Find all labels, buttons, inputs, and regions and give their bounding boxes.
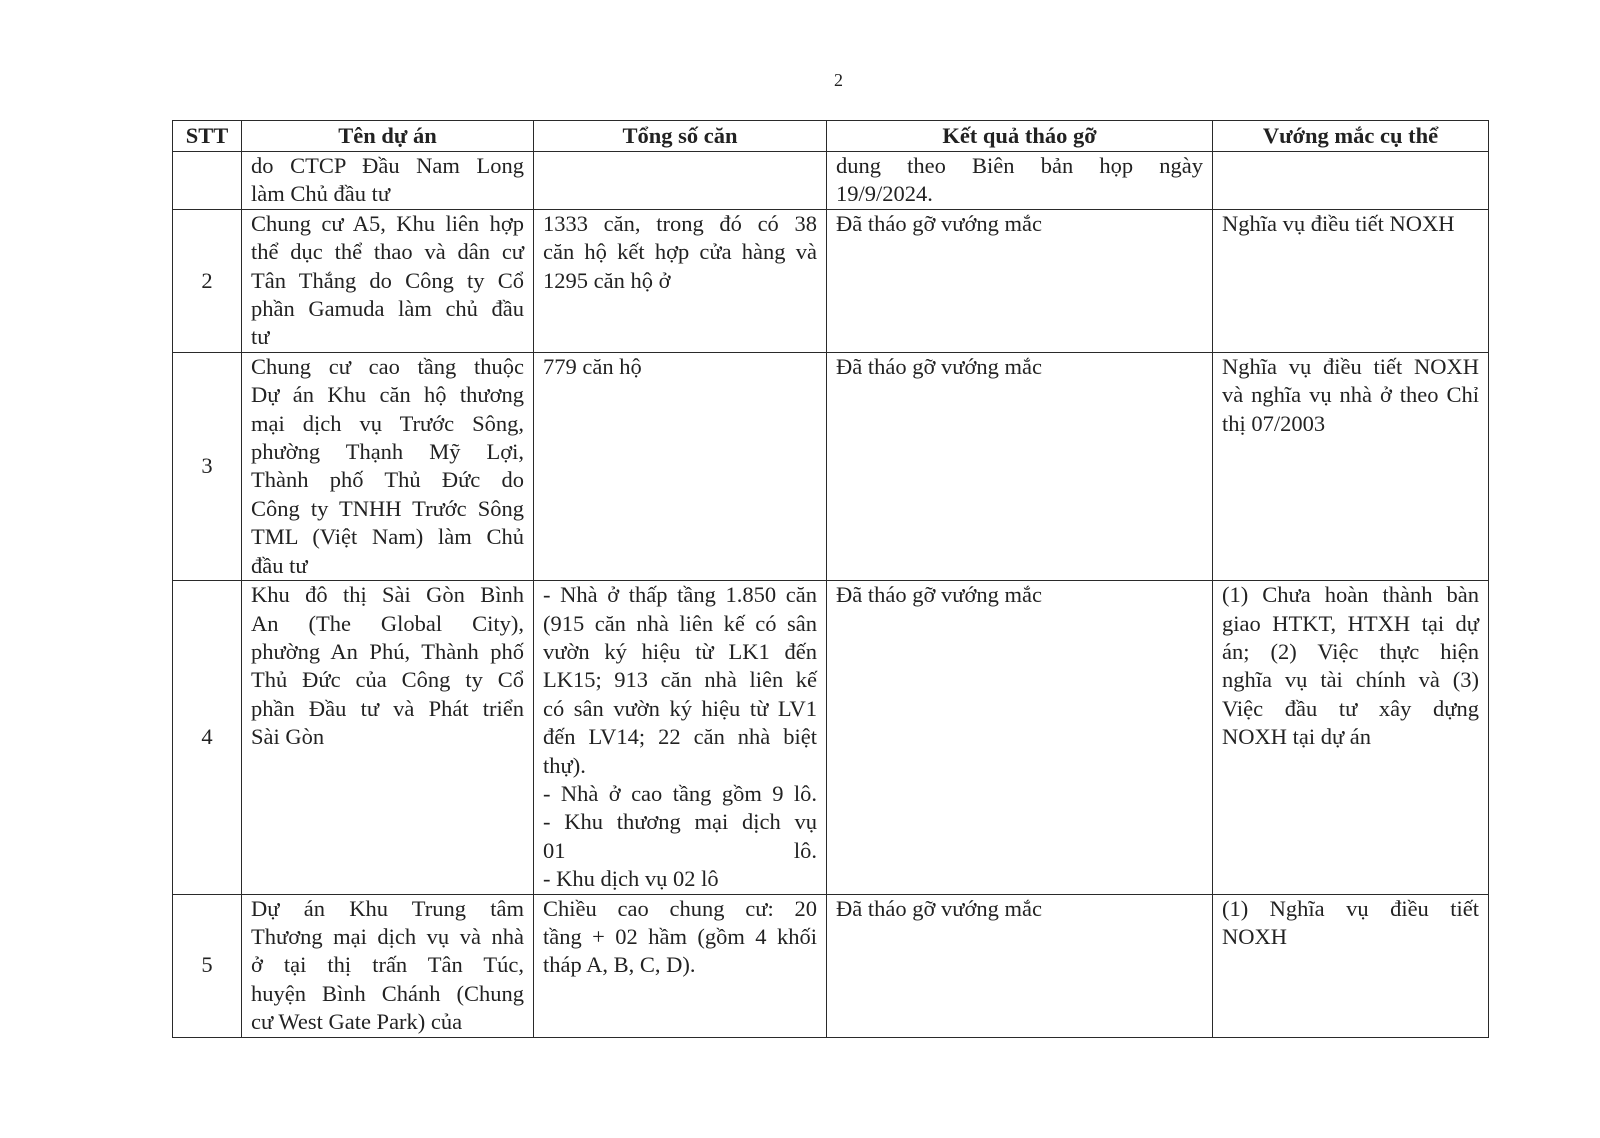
cell-specific-issues (1213, 352, 1489, 580)
cell-text-line: thự). (543, 752, 586, 778)
cell-resolution-result (827, 894, 1213, 1037)
cell-text-line: phường Thạnh Mỹ Lợi, (251, 439, 524, 465)
cell-text-line: (915 căn nhà liên kế có sân (543, 610, 817, 636)
cell-text-line: Thương mại dịch vụ và nhà (251, 923, 524, 949)
cell-text-line: An (The Global City), (251, 610, 524, 636)
header-total-units: Tổng số căn (534, 121, 827, 152)
cell-text-line: Dự án Khu Trung tâm (251, 895, 524, 921)
cell-text-line: (1) Chưa hoàn thành bàn (1222, 582, 1479, 608)
cell-text-line: 01 lô. (543, 837, 817, 863)
cell-text-line: 1333 căn, trong đó có 38 (543, 210, 817, 236)
table-row (173, 152, 1489, 210)
cell-text-line: tầng + 02 hầm (gồm 4 khối (543, 923, 817, 949)
table-row (173, 581, 1489, 894)
cell-text-line: phần Gamuda làm chủ đầu (251, 296, 524, 322)
cell-text-line: Chung cư A5, Khu liên hợp (251, 210, 524, 236)
cell-text-line: Việc đầu tư xây dựng (1222, 695, 1479, 721)
cell-text-line: làm Chủ đầu tư (251, 181, 391, 207)
cell-text-line: - Nhà ở cao tầng gồm 9 lô. (543, 780, 817, 806)
cell-text-line: Khu đô thị Sài Gòn Bình (251, 582, 524, 608)
cell-stt: 4 (173, 581, 242, 894)
cell-text-line: Công ty TNHH Trước Sông (251, 495, 524, 521)
cell-text-line: Dự án Khu căn hộ thương (251, 382, 524, 408)
cell-text-line: thị 07/2003 (1222, 410, 1326, 436)
header-stt: STT (173, 121, 242, 152)
cell-resolution-result (827, 152, 1213, 210)
cell-text-line: NOXH (1222, 923, 1287, 949)
table-row (173, 209, 1489, 352)
cell-text-line: có sân vườn ký hiệu từ LV1 (543, 695, 817, 721)
cell-text-line: Đã tháo gỡ vướng mắc (836, 895, 1042, 921)
cell-resolution-result (827, 581, 1213, 894)
cell-text-line: huyện Bình Chánh (Chung (251, 980, 524, 1006)
cell-project-name (242, 352, 534, 580)
cell-text-line: đầu tư (251, 552, 308, 578)
header-resolution-result: Kết quả tháo gỡ (827, 121, 1213, 152)
cell-specific-issues (1213, 581, 1489, 894)
cell-project-name (242, 152, 534, 210)
cell-text-line: 779 căn hộ (543, 353, 642, 379)
table-row (173, 352, 1489, 580)
cell-total-units (534, 352, 827, 580)
cell-text-line: Chiều cao chung cư: 20 (543, 895, 817, 921)
cell-project-name (242, 894, 534, 1037)
cell-text-line: LK15; 913 căn nhà liên kế (543, 667, 817, 693)
cell-text-line: - Nhà ở thấp tầng 1.850 căn (543, 582, 817, 608)
cell-text-line: căn hộ kết hợp cửa hàng và (543, 239, 817, 265)
cell-project-name (242, 209, 534, 352)
cell-text-line: - Khu dịch vụ 02 lô (543, 866, 719, 892)
cell-text-line: (1) Nghĩa vụ điều tiết (1222, 895, 1479, 921)
cell-stt (173, 152, 242, 210)
table-header-row (173, 121, 1489, 152)
cell-text-line: Nghĩa vụ điều tiết NOXH (1222, 210, 1455, 236)
cell-text-line: Tân Thắng do Công ty Cổ (251, 267, 524, 293)
cell-project-name (242, 581, 534, 894)
cell-text-line: 1295 căn hộ ở (543, 267, 671, 293)
cell-text-line: Nghĩa vụ điều tiết NOXH (1222, 353, 1479, 379)
cell-text-line: nghĩa vụ tài chính và (3) (1222, 667, 1479, 693)
cell-specific-issues (1213, 152, 1489, 210)
table-row (173, 894, 1489, 1037)
header-specific-issues: Vướng mắc cụ thể (1213, 121, 1489, 152)
cell-text-line: thể dục thể thao và dân cư (251, 239, 524, 265)
cell-text-line: Thành phố Thủ Đức do (251, 467, 524, 493)
cell-text-line: Đã tháo gỡ vướng mắc (836, 582, 1042, 608)
cell-text-line: phường An Phú, Thành phố (251, 638, 524, 664)
cell-stt: 3 (173, 352, 242, 580)
cell-text-line: TML (Việt Nam) làm Chủ (251, 524, 524, 550)
cell-text-line: Chung cư cao tầng thuộc (251, 353, 524, 379)
cell-text-line: 19/9/2024. (836, 181, 933, 207)
cell-text-line: do CTCP Đầu Nam Long (251, 153, 524, 178)
cell-text-line: - Khu thương mại dịch vụ (543, 809, 817, 835)
cell-text-line: tháp A, B, C, D). (543, 952, 696, 978)
cell-stt: 5 (173, 894, 242, 1037)
header-project-name: Tên dự án (242, 121, 534, 152)
cell-total-units (534, 894, 827, 1037)
cell-text-line: đến LV14; 22 căn nhà biệt (543, 724, 817, 750)
table-body (173, 152, 1489, 1038)
cell-text-line: Đã tháo gỡ vướng mắc (836, 210, 1042, 236)
cell-text-line: Sài Gòn (251, 724, 325, 750)
cell-total-units (534, 209, 827, 352)
cell-text-line: Thủ Đức của Công ty Cổ (251, 667, 524, 693)
cell-text-line: tư (251, 324, 270, 350)
project-table (172, 120, 1489, 1038)
cell-text-line: án; (2) Việc thực hiện (1222, 638, 1479, 664)
cell-specific-issues (1213, 894, 1489, 1037)
cell-text-line: NOXH tại dự án (1222, 724, 1372, 750)
cell-text-line: ở tại thị trấn Tân Túc, (251, 952, 524, 978)
cell-total-units (534, 152, 827, 210)
cell-total-units (534, 581, 827, 894)
cell-resolution-result (827, 209, 1213, 352)
cell-text-line: phần Đầu tư và Phát triển (251, 695, 524, 721)
cell-stt: 2 (173, 209, 242, 352)
cell-text-line: giao HTKT, HTXH tại dự (1222, 610, 1479, 636)
cell-text-line: vườn ký hiệu từ LK1 đến (543, 638, 817, 664)
cell-text-line: dung theo Biên bản họp ngày (836, 153, 1203, 178)
cell-resolution-result (827, 352, 1213, 580)
page-number: 2 (834, 70, 843, 90)
cell-text-line: mại dịch vụ Trước Sông, (251, 410, 524, 436)
cell-specific-issues (1213, 209, 1489, 352)
cell-text-line: Đã tháo gỡ vướng mắc (836, 353, 1042, 379)
cell-text-line: và nghĩa vụ nhà ở theo Chỉ (1222, 382, 1479, 408)
cell-text-line: cư West Gate Park) của (251, 1009, 463, 1035)
